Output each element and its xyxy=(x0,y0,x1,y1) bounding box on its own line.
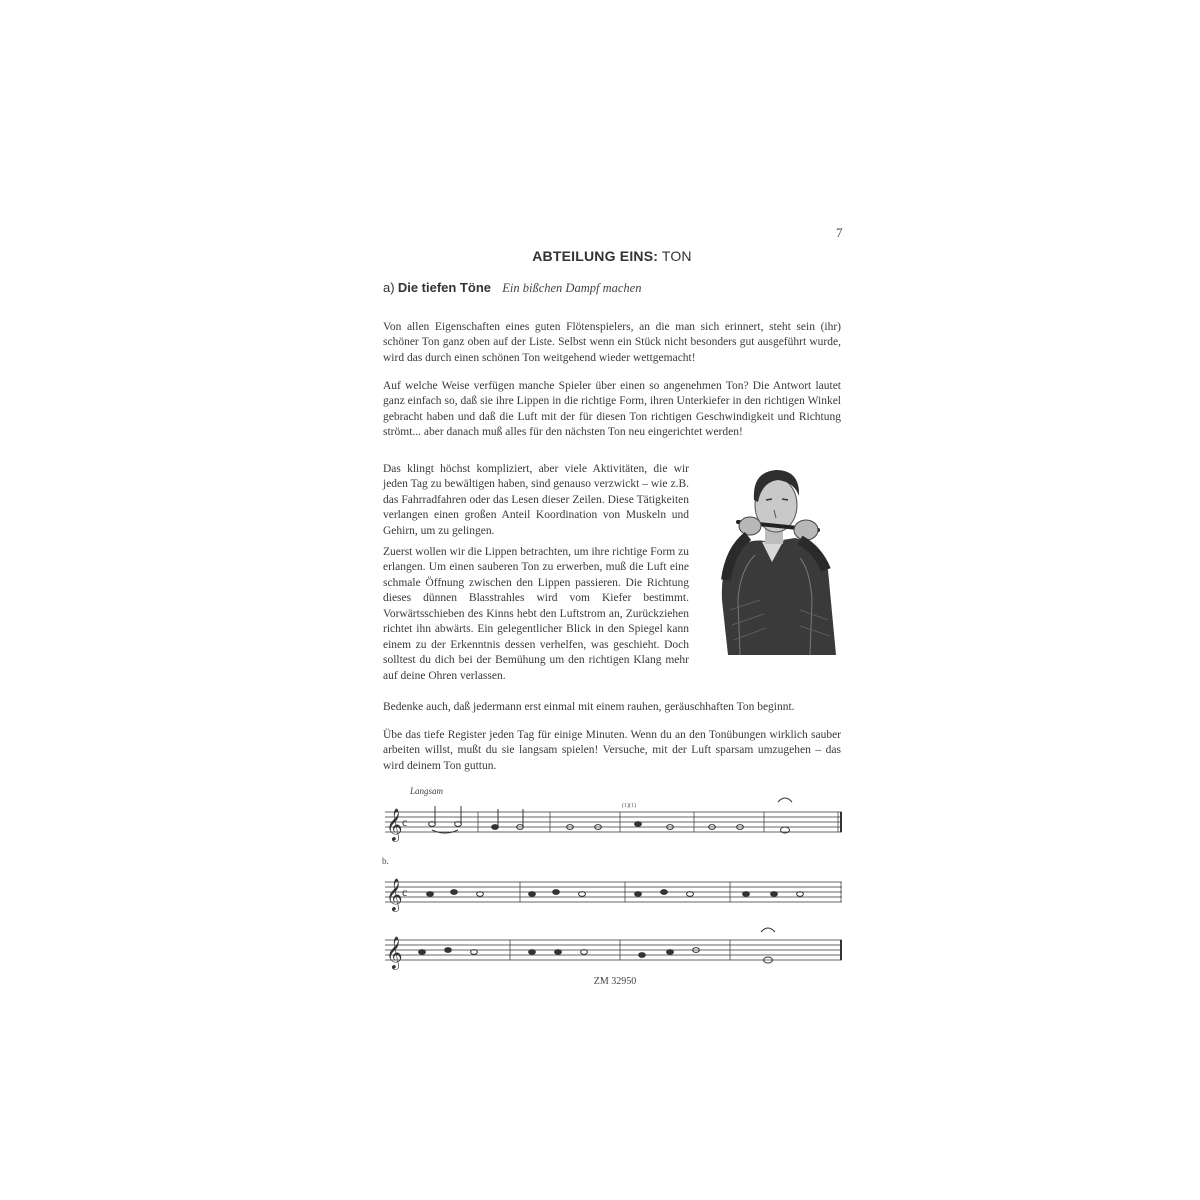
treble-clef-icon-3: 𝄞 xyxy=(386,936,403,969)
chapter-heading-plain: TON xyxy=(661,248,692,264)
section-title: Die tiefen Töne xyxy=(397,280,491,295)
paragraph-5: Bedenke auch, daß jedermann erst einmal mit einem rauhen, geräuschhaften Ton beginnt. xyxy=(383,700,795,713)
staff-3-notes xyxy=(419,928,775,963)
music-exercise xyxy=(380,780,850,980)
section-tagline: Ein bißchen Dampf machen xyxy=(502,281,642,295)
page-number: 7 xyxy=(836,225,843,240)
time-signature: c xyxy=(402,815,408,829)
treble-clef-icon: 𝄞 xyxy=(386,808,403,841)
tempo-marking xyxy=(409,786,444,796)
staff-3 xyxy=(385,940,842,960)
fingering-mark: (1)(1) xyxy=(622,803,636,809)
treble-clef-icon-2: 𝄞 xyxy=(386,878,403,911)
flute-player-illustration xyxy=(700,450,842,655)
paragraph-2: Auf welche Weise verfügen manche Spieler über einen so angenehmen Ton? Die Antwort lautet ganz einfach so, daß sie ihre Lippen in die richtige Form, ihren Unterkiefer in den richtigen Winkel gebracht haben und daß die Luft mit der für diesen Ton richtigen Geschwindigkeit und Richtung strömt... aber danach muß alles für den nächsten Ton neu eingerichtet werden! xyxy=(383,379,841,438)
chapter-heading-bold: ABTEILUNG EINS: xyxy=(532,248,659,264)
exercise-label-b: b. xyxy=(382,856,389,866)
staff-1-notes xyxy=(429,798,792,833)
staff-1 xyxy=(385,812,842,832)
section-label: a) xyxy=(383,280,395,295)
staff-2-notes xyxy=(427,890,804,897)
time-signature-2: c xyxy=(402,885,408,899)
paragraph-1: Von allen Eigenschaften eines guten Flötenspielers, an die man sich erinnert, steht sein (ihr) schöner Ton ganz oben auf der Liste. Selbst wenn ein Stück nicht besonders gut ausgeführt wurde, wird das durch einen schönen Ton weitgehend wieder wettgemacht! xyxy=(383,320,841,364)
section-heading xyxy=(383,280,641,296)
chapter-heading xyxy=(383,248,841,266)
tempo-text: Langsam xyxy=(410,786,444,796)
paragraph-6: Übe das tiefe Register jeden Tag für einige Minuten. Wenn du an den Tonübungen wirklich sauber arbeiten willst, mußt du sie langsam spielen! Versuche, mit der Luft sparsam umzugehen – das wird deinem Ton guttun. xyxy=(383,728,841,772)
paragraph-4: Zuerst wollen wir die Lippen betrachten, um ihre richtige Form zu erlangen. Um einen sauberen Ton zu erwerben, muß die Luft eine schmale Öffnung zwischen den Lippen passieren. Die Richtung dieses dünnen Blasstrahles wird vom Kiefer bestimmt. Vorwärtsschieben des Kinns hebt den Luftstrom an, Zurückziehen richtet ihn abwärts. Ein gelegentlicher Blick in den Spiegel kann einem zu der Erkenntnis dessen verhelfen, was geschieht. Doch solltest du dich bei der Bemühung um den richtigen Klang mehr auf deine Ohren verlassen. xyxy=(383,545,689,682)
paragraph-3: Das klingt höchst kompliziert, aber viele Aktivitäten, die wir jeden Tag zu bewältigen haben, sind genauso verzwickt – wie z.B. das Fahrradfahren oder das Lesen dieser Zeilen. Diese Tätigkeiten verlangen einen großen Anteil Koordination von Muskeln und Gehirn, um zu gelingen. xyxy=(383,462,689,537)
catalog-code: ZM 32950 xyxy=(593,976,637,987)
